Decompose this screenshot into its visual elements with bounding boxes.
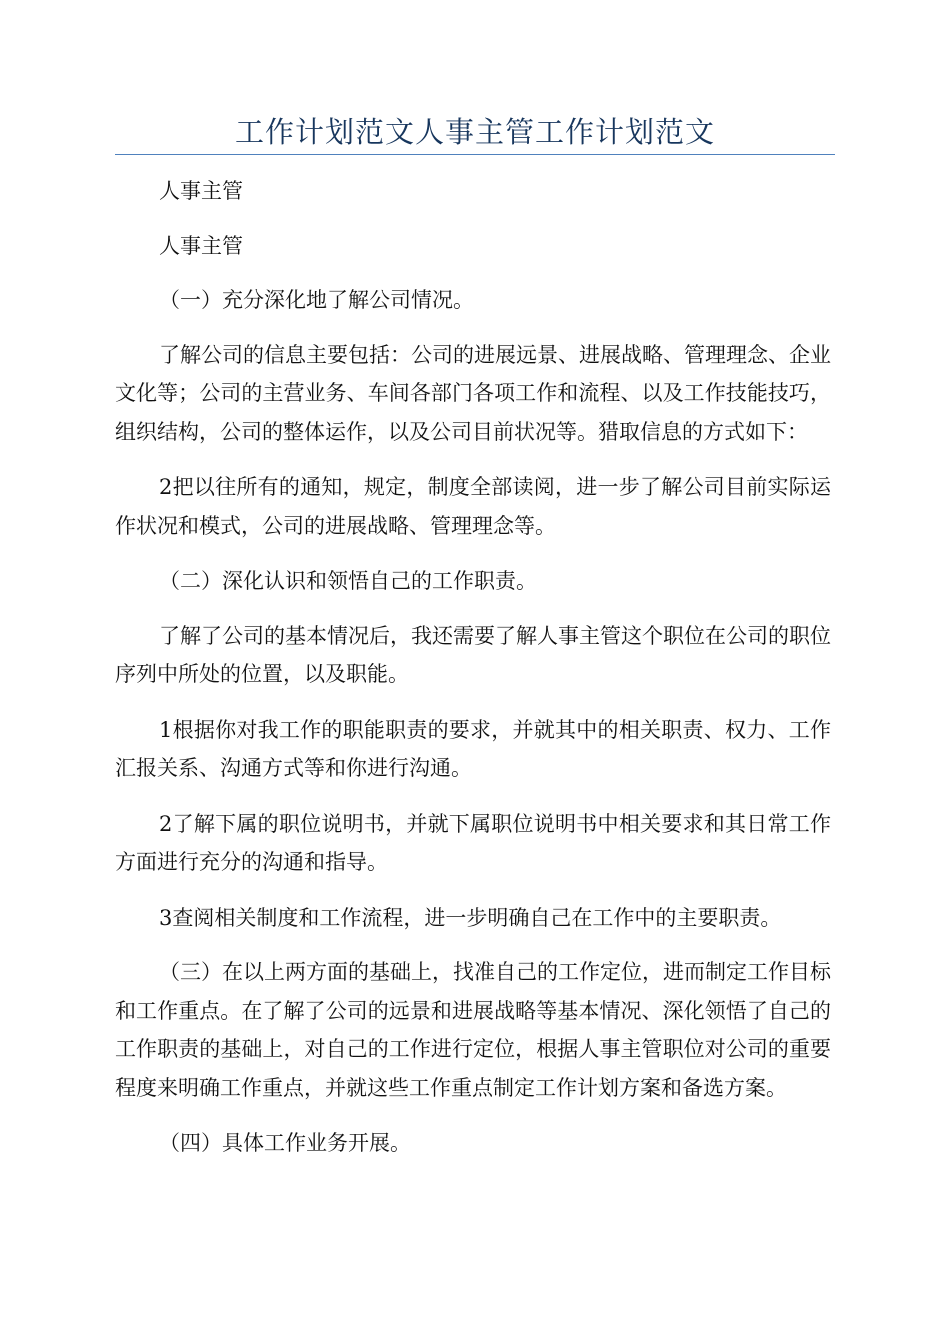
title-underline	[115, 154, 835, 155]
document-body	[115, 172, 831, 1179]
section-heading: （四）具体工作业务开展。	[159, 1131, 411, 1155]
section-heading: （一）充分深化地了解公司情况。	[159, 288, 474, 312]
list-item: 1根据你对我工作的职能职责的要求，并就其中的相关职责、权力、工作汇报关系、沟通方式等和你进行沟通。	[115, 717, 831, 780]
list-item: 2了解下属的职位说明书，并就下属职位说明书中相关要求和其日常工作方面进行充分的沟通和指导。	[115, 811, 831, 874]
document-title: 工作计划范文人事主管工作计划范文	[234, 115, 715, 149]
section-heading: （三）在以上两方面的基础上，找准自己的工作定位，进而制定工作目标和工作重点。在了解了公司的远景和进展战略等基本情况、深化领悟了自己的工作职责的基础上，对自己的工作进行定位，根据人事主管职位对公司的重要程度来明确工作重点，并就这些工作重点制定工作计划方案和备选方案。	[115, 960, 831, 1100]
paragraph: 了解了公司的基本情况后，我还需要了解人事主管这个职位在公司的职位序列中所处的位置，以及职能。	[115, 623, 831, 686]
list-item: 3查阅相关制度和工作流程，进一步明确自己在工作中的主要职责。	[159, 905, 782, 930]
paragraph: 了解公司的信息主要包括：公司的进展远景、进展战略、管理理念、企业文化等；公司的主营业务、车间各部门各项工作和流程、以及工作技能技巧，组织结构，公司的整体运作，以及公司目前状况等。猎取信息的方式如下：	[115, 342, 831, 444]
paragraph: 人事主管	[159, 179, 243, 203]
paragraph: 人事主管	[159, 233, 243, 258]
section-heading: （二）深化认识和领悟自己的工作职责。	[159, 569, 537, 593]
list-item: 2把以往所有的通知，规定，制度全部读阅，进一步了解公司目前实际运作状况和模式，公司的进展战略、管理理念等。	[115, 475, 831, 538]
